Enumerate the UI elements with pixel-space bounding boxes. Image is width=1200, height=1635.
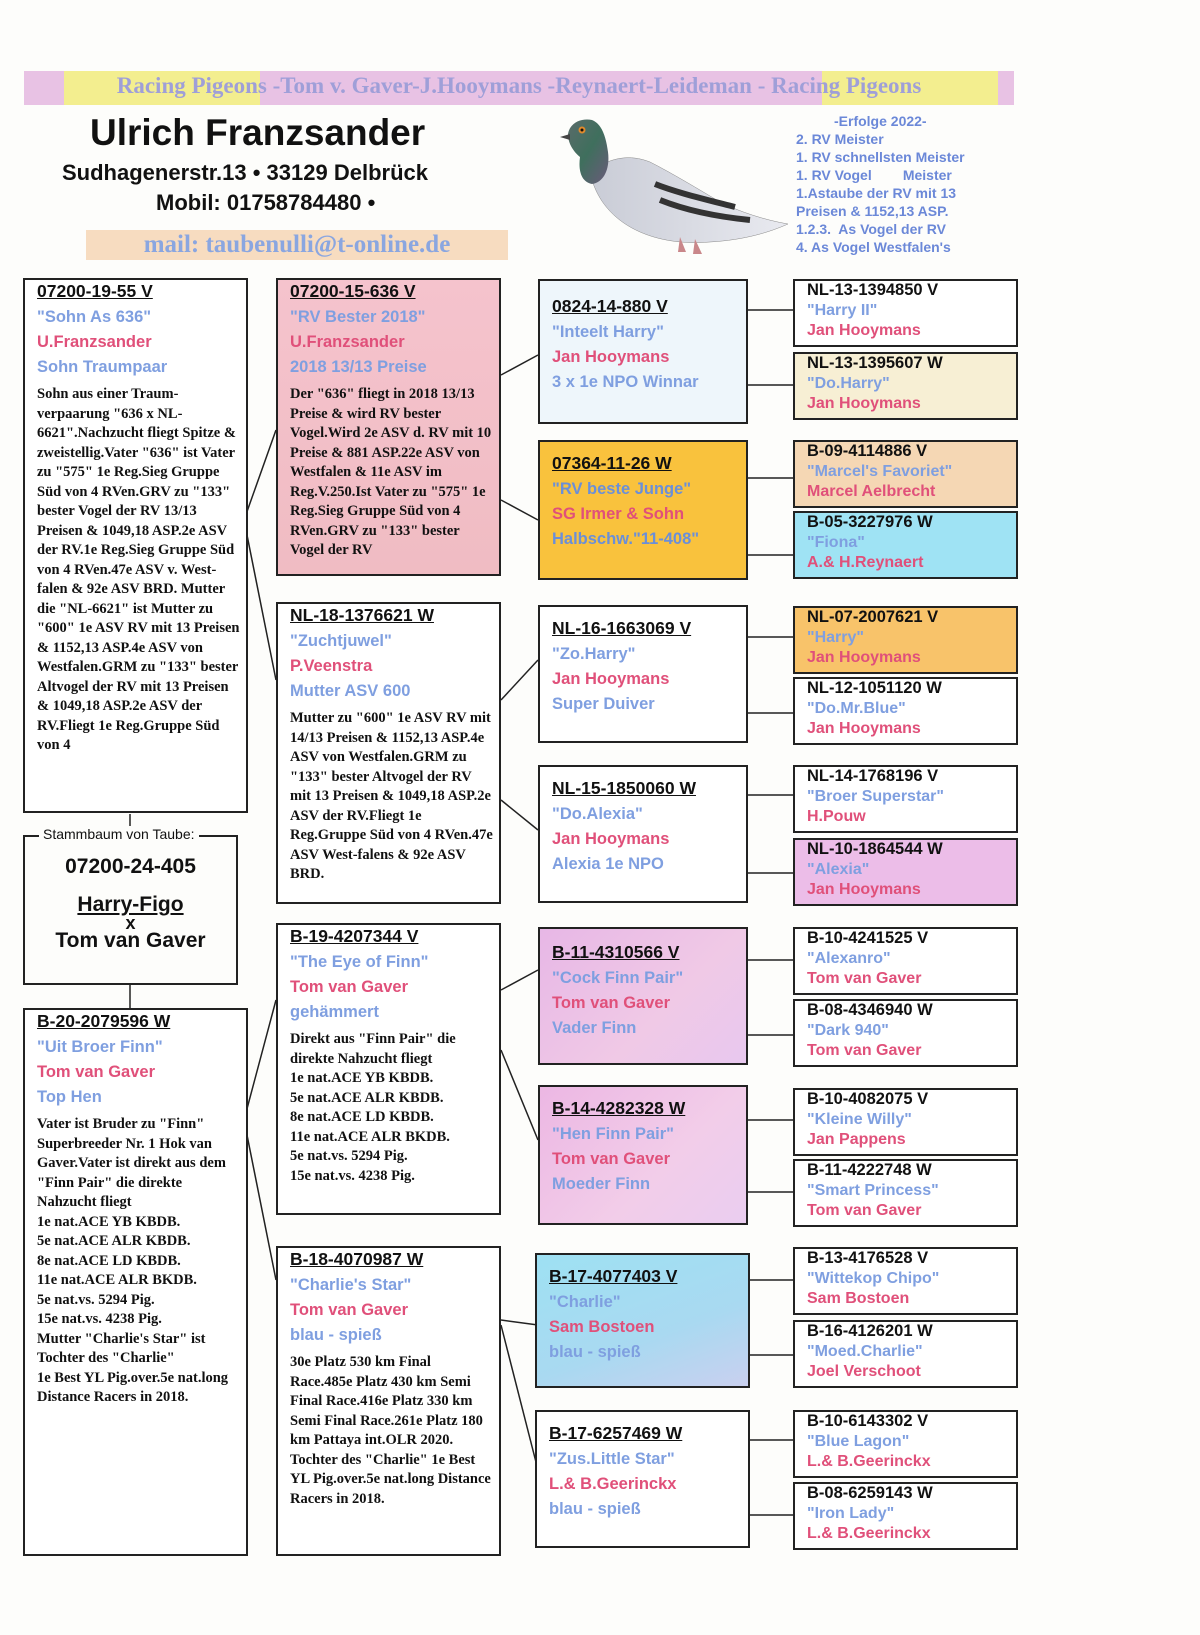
pigeon-description: Direkt aus "Finn Pair" die direkte Nahzucht fliegt 1e nat.ACE YB KBDB. 5e nat.ACE ALR KBDB. 8e nat.ACE LD KBDB. 11e nat.ACE ALR BKDB. 5e nat.vs. 5294 Pig. 15e nat.vs. 4238 Pig. — [290, 1031, 456, 1184]
great-grandparent-card-4 — [538, 765, 748, 903]
breeder: Marcel Aelbrecht — [807, 483, 936, 500]
pigeon-name: "Harry II" — [807, 302, 878, 319]
ring-number: NL-10-1864544 W — [807, 840, 943, 858]
breeder: Tom van Gaver — [37, 1063, 155, 1081]
pigeon-note: Vader Finn — [552, 1019, 637, 1037]
breeder-mobile: Mobil: 01758784480 • — [156, 190, 376, 215]
breeder: Jan Hooymans — [807, 720, 921, 737]
breeder: L.& B.Geerinckx — [549, 1475, 677, 1493]
ring-number: NL-18-1376621 W — [290, 605, 434, 625]
gg-grandparent-card-1 — [793, 279, 1018, 347]
breeder: L.& B.Geerinckx — [807, 1453, 931, 1470]
ring-number: B-19-4207344 V — [290, 926, 419, 946]
pigeon-illustration — [560, 112, 790, 262]
subject-parent-dam: Tom van Gaver — [55, 929, 206, 952]
pigeon-name: "RV beste Junge" — [552, 480, 692, 498]
pigeon-name: "Hen Finn Pair" — [552, 1125, 674, 1143]
ring-number: 07200-15-636 V — [290, 281, 416, 301]
grandparent-card-4 — [276, 1246, 501, 1556]
ring-number: B-16-4126201 W — [807, 1322, 933, 1340]
ring-number: NL-15-1850060 W — [552, 778, 696, 798]
grandparent-card-2 — [276, 602, 501, 904]
breeder: SG Irmer & Sohn — [552, 505, 685, 523]
pigeon-name: "Blue Lagon" — [807, 1433, 910, 1450]
breeder: Tom van Gaver — [552, 994, 670, 1012]
pigeon-name: "RV Bester 2018" — [290, 308, 426, 326]
pigeon-name: "The Eye of Finn" — [290, 953, 429, 971]
grandparent-card-3 — [276, 923, 501, 1215]
gg-grandparent-card-11 — [793, 1088, 1018, 1156]
pigeon-name: "Alexia" — [807, 861, 870, 878]
banner-text: Racing Pigeons -Tom v. Gaver-J.Hooymans -Reynaert-Leideman - Racing Pigeons — [116, 73, 922, 98]
gg-grandparent-card-4 — [793, 511, 1018, 579]
pigeon-note: blau - spieß — [290, 1326, 382, 1344]
success-line: 1.Astaube der RV mit 13 — [796, 185, 957, 201]
pigeon-name: "Cock Finn Pair" — [552, 969, 684, 987]
parent-sire-card — [23, 278, 248, 813]
breeder: Jan Hooymans — [807, 395, 921, 412]
ring-number: B-17-4077403 V — [549, 1266, 678, 1286]
ring-number: B-11-4310566 V — [552, 942, 680, 962]
ring-number: B-17-6257469 W — [549, 1423, 683, 1443]
pigeon-name: "Iron Lady" — [807, 1505, 895, 1522]
pigeon-name: "Zo.Harry" — [552, 645, 636, 663]
gg-grandparent-card-8 — [793, 838, 1018, 906]
great-grandparent-card-7 — [535, 1253, 750, 1388]
success-line: 2. RV Meister — [796, 131, 884, 147]
breeder: Jan Hooymans — [807, 322, 921, 339]
pigeon-name: "Moed.Charlie" — [807, 1343, 923, 1360]
ring-number: B-14-4282328 W — [552, 1098, 686, 1118]
gg-grandparent-card-5 — [793, 606, 1018, 674]
great-grandparent-card-3 — [538, 605, 748, 743]
pigeon-name: "Do.Alexia" — [552, 805, 643, 823]
pigeon-name: "Alexanro" — [807, 950, 891, 967]
great-grandparent-card-1 — [538, 279, 748, 424]
pigeon-name: "Charlie's Star" — [290, 1276, 412, 1294]
pigeon-name: "Wittekop Chipo" — [807, 1270, 940, 1287]
breeder: Tom van Gaver — [807, 1042, 922, 1059]
pigeon-description: Mutter zu "600" 1e ASV RV mit 14/13 Preisen & 1152,13 ASP.4e ASV von Westfalen.GRM zu "133" bester Altvogel der RV mit 13 Preisen & 1049,18 ASP.2e ASV der RV.Fliegt 1e Reg.Gruppe Süd von 4 RVen.47e ASV West-falens & 92e ASV BRD. — [290, 710, 493, 882]
great-grandparent-card-5 — [538, 927, 748, 1065]
gg-grandparent-card-2 — [793, 352, 1018, 420]
gg-grandparent-card-14 — [793, 1320, 1018, 1388]
great-grandparent-card-2 — [538, 440, 748, 580]
breeder-address: Sudhagenerstr.13 • 33129 Delbrück — [62, 160, 428, 185]
pigeon-note: blau - spieß — [549, 1500, 641, 1518]
successes-title: -Erfolge 2022- — [834, 113, 927, 129]
ring-number: B-08-6259143 W — [807, 1484, 933, 1502]
gg-grandparent-card-6 — [793, 677, 1018, 745]
breeder: Tom van Gaver — [807, 1202, 922, 1219]
pigeon-note: Alexia 1e NPO — [552, 855, 664, 873]
header-banner — [24, 71, 1014, 105]
pigeon-name: "Marcel's Favoriet" — [807, 463, 953, 480]
gg-grandparent-card-15 — [793, 1410, 1018, 1478]
pigeon-name: "Zuchtjuwel" — [290, 632, 392, 650]
ring-number: NL-14-1768196 V — [807, 767, 939, 785]
pigeon-name: "Fiona" — [807, 534, 865, 551]
ring-number: B-18-4070987 W — [290, 1249, 424, 1269]
success-line: 4. As Vogel Westfalen's — [796, 239, 951, 255]
breeder: P.Veenstra — [290, 657, 373, 675]
gg-grandparent-card-12 — [793, 1159, 1018, 1227]
pigeon-name: "Do.Mr.Blue" — [807, 700, 906, 717]
pigeon-note: Moeder Finn — [552, 1175, 651, 1193]
great-grandparent-card-6 — [538, 1085, 748, 1225]
ring-number: NL-13-1395607 W — [807, 354, 943, 372]
breeder: Jan Hooymans — [552, 670, 670, 688]
pigeon-note: Super Duiver — [552, 695, 655, 713]
success-line: 1.2.3. As Vogel der RV — [796, 221, 946, 237]
ring-number: 0824-14-880 V — [552, 296, 668, 316]
pigeon-description: Sohn aus einer Traum-verpaarung "636 x NL-6621".Nachzucht fliegt Spitze & zweistellig.Vater "636" ist Vater zu "575" 1e Reg.Sieg Gruppe Süd von 4 RVen.GRV zu "133" bester Vogel der RV 13/13 Preisen & 1049,18 ASP.2e ASV der RV.1e Reg.Sieg Gruppe Süd von 4 RVen.47e ASV v. West-falen & 92e ASV BRD. Mutter die "NL-6621" ist Mutter zu "600" 1e ASV RV mit 13 Preisen & 1152,13 ASP.4e ASV von Westfalen.GRM zu "133" bester Altvogel der RV mit 13 Preisen & 1049,18 ASP.2e ASV der RV.Fliegt 1e Reg.Gruppe Süd von 4 — [37, 386, 240, 753]
breeder: A.& H.Reynaert — [807, 554, 924, 571]
pigeon-name: "Dark 940" — [807, 1022, 889, 1039]
pigeon-name: "Do.Harry" — [807, 375, 890, 392]
gg-grandparent-card-3 — [793, 440, 1018, 508]
ring-number: NL-16-1663069 V — [552, 618, 692, 638]
breeder: Joel Verschoot — [807, 1363, 921, 1380]
ring-number: B-10-6143302 V — [807, 1412, 929, 1430]
breeder: Jan Hooymans — [552, 830, 670, 848]
pigeon-note: Sohn Traumpaar — [37, 358, 168, 376]
breeder-name: Ulrich Franzsander — [90, 112, 426, 153]
gg-grandparent-card-9 — [793, 927, 1018, 995]
ring-number: B-13-4176528 V — [807, 1249, 929, 1267]
pigeon-description: Der "636" fliegt in 2018 13/13 Preise & wird RV bester Vogel.Wird 2e ASV d. RV mit 10 Preise & 881 ASP.22e ASV von Westfalen & 11e ASV im Reg.V.250.Ist Vater zu "575" 1e Reg.Sieg Gruppe Süd von 4 RVen.GRV zu "133" bester Vogel der RV — [290, 386, 492, 558]
breeder: U.Franzsander — [37, 333, 152, 351]
breeder: Sam Bostoen — [549, 1318, 655, 1336]
pigeon-note: Halbschw."11-408" — [552, 530, 700, 548]
subject-pigeon-box — [23, 826, 238, 985]
pigeon-note: blau - spieß — [549, 1343, 641, 1361]
ring-number: B-10-4082075 V — [807, 1090, 929, 1108]
pigeon-name: "Broer Superstar" — [807, 788, 944, 805]
great-grandparent-card-8 — [535, 1410, 750, 1548]
gg-grandparent-card-16 — [793, 1482, 1018, 1550]
parent-dam-card — [23, 1008, 248, 1556]
success-line: Preisen & 1152,13 ASP. — [796, 203, 949, 219]
breeder: Tom van Gaver — [290, 978, 408, 996]
subject-parent-sire: Harry-Figo — [77, 893, 184, 916]
breeder: Jan Pappens — [807, 1131, 906, 1148]
ring-number: 07364-11-26 W — [552, 453, 672, 473]
pigeon-description: Vater ist Bruder zu "Finn" Superbreeder Nr. 1 Hok van Gaver.Vater ist direkt aus dem "Finn Pair" die direkte Nahzucht fliegt 1e nat.ACE YB KBDB. 5e nat.ACE ALR KBDB. 8e nat.ACE LD KBDB. 11e nat.ACE ALR BKDB. 5e nat.vs. 5294 Pig. 15e nat.vs. 4238 Pig. Mutter "Charlie's Star" ist Tochter des "Charlie" 1e Best YL Pig.over.5e nat.long Distance Racers in 2018. — [37, 1116, 229, 1405]
gg-grandparent-card-10 — [793, 999, 1018, 1067]
breeder: Jan Hooymans — [552, 348, 670, 366]
subject-caption: Stammbaum von Taube: — [39, 826, 199, 842]
ring-number: B-20-2079596 W — [37, 1011, 171, 1031]
gg-grandparent-card-13 — [793, 1247, 1018, 1315]
success-line: 1. RV schnellsten Meister — [796, 149, 965, 165]
success-line: 1. RV Vogel Meister — [796, 167, 952, 183]
ring-number: B-10-4241525 V — [807, 929, 929, 947]
pigeon-name: "Kleine Willy" — [807, 1111, 912, 1128]
pigeon-name: "Uit Broer Finn" — [37, 1038, 163, 1056]
pigeon-note: gehämmert — [290, 1003, 379, 1021]
pigeon-name: "Harry" — [807, 629, 864, 646]
pigeon-note: Top Hen — [37, 1088, 102, 1106]
pigeon-name: "Zus.Little Star" — [549, 1450, 675, 1468]
breeder: Tom van Gaver — [807, 970, 922, 987]
ring-number: B-09-4114886 V — [807, 442, 928, 460]
ring-number: NL-12-1051120 W — [807, 679, 942, 697]
pigeon-name: "Inteelt Harry" — [552, 323, 664, 341]
breeder: H.Pouw — [807, 808, 866, 825]
pigeon-name: "Charlie" — [549, 1293, 621, 1311]
ring-number: B-05-3227976 W — [807, 513, 933, 531]
ring-number: NL-07-2007621 V — [807, 608, 939, 626]
pigeon-description: 30e Platz 530 km Final Race.485e Platz 430 km Semi Final Race.416e Platz 330 km Semi Final Race.261e Platz 180 km Pattaya int.OLR 2020. Tochter des "Charlie" 1e Best YL Pig.over.5e nat.long Distance Racers in 2018. — [290, 1354, 491, 1507]
breeder: Tom van Gaver — [290, 1301, 408, 1319]
subject-cross: x — [125, 913, 136, 933]
pigeon-note: 3 x 1e NPO Winnar — [552, 373, 699, 391]
breeder-email: mail: taubenulli@t-online.de — [86, 230, 508, 260]
breeder: U.Franzsander — [290, 333, 405, 351]
gg-grandparent-card-7 — [793, 765, 1018, 833]
breeder: Tom van Gaver — [552, 1150, 670, 1168]
pigeon-note: 2018 13/13 Preise — [290, 358, 427, 376]
ring-number: NL-13-1394850 V — [807, 281, 939, 299]
breeder: Sam Bostoen — [807, 1290, 910, 1307]
ring-number: 07200-19-55 V — [37, 281, 153, 301]
grandparent-card-1 — [276, 278, 501, 576]
breeder: Jan Hooymans — [807, 649, 921, 666]
breeder: Jan Hooymans — [807, 881, 921, 898]
breeder: L.& B.Geerinckx — [807, 1525, 931, 1542]
successes-2022 — [796, 112, 965, 256]
pigeon-name: "Sohn As 636" — [37, 308, 152, 326]
pigeon-note: Mutter ASV 600 — [290, 682, 411, 700]
pigeon-name: "Smart Princess" — [807, 1182, 939, 1199]
ring-number: B-08-4346940 W — [807, 1001, 933, 1019]
ring-number: B-11-4222748 W — [807, 1161, 932, 1179]
subject-ring-number: 07200-24-405 — [65, 855, 196, 878]
